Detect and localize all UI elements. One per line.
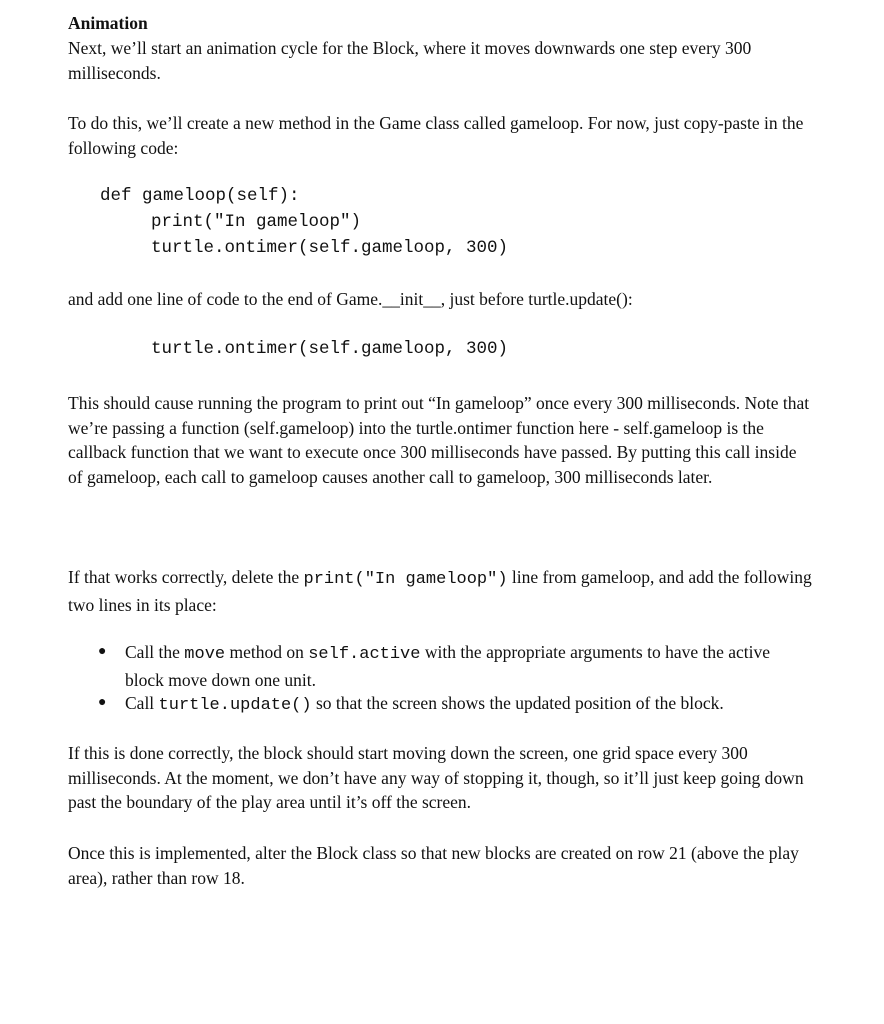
- bullet-dot: ●: [98, 695, 107, 710]
- row-change-paragraph: Once this is implemented, alter the Block class so that new blocks are created on row 21 (above the play area), rather than row 18.: [68, 843, 799, 888]
- inline-code-turtle-update: turtle.update(): [158, 696, 312, 715]
- replace-text-a: If that works correctly, delete the: [68, 567, 304, 587]
- replace-text-b: line from gameloop, and add the following two lines in its place:: [68, 567, 812, 615]
- inline-code-move: move: [184, 645, 226, 664]
- code-line-def: def gameloop(self):: [100, 186, 300, 206]
- bullet-item-move: [125, 640, 805, 692]
- bullet2-text-a: Call: [125, 693, 159, 713]
- bullet1-text-a: Call the: [125, 642, 185, 662]
- bullet2-text-b: so that the screen shows the updated position of the block.: [311, 693, 724, 713]
- instruction-paragraph: To do this, we’ll create a new method in the Game class called gameloop. For now, just copy-paste in the following code:: [68, 113, 804, 158]
- bullet1-text-c: with the appropriate arguments to have the active block move down one unit.: [125, 642, 771, 690]
- intro-paragraph: Next, we’ll start an animation cycle for the Block, where it moves downwards one step every 300 milliseconds.: [68, 38, 752, 83]
- result-paragraph: If this is done correctly, the block should start moving down the screen, one grid space every 300 milliseconds. At the moment, we don’t have any way of stopping it, though, so it’ll just keep going down past the boundary of the play area until it’s off the screen.: [68, 743, 804, 812]
- bullet-item-update: [125, 691, 805, 719]
- code-line-ontimer: turtle.ontimer(self.gameloop, 300): [151, 238, 509, 258]
- code-line-init-ontimer: turtle.ontimer(self.gameloop, 300): [151, 339, 509, 359]
- replace-paragraph: [68, 565, 813, 617]
- inline-code-print: print("In gameloop"): [303, 570, 508, 589]
- init-paragraph: and add one line of code to the end of Game.__init__, just before turtle.update():: [68, 289, 633, 309]
- bullet1-text-b: method on: [225, 642, 309, 662]
- code-line-print: print("In gameloop"): [151, 212, 362, 232]
- section-heading: Animation: [68, 13, 148, 33]
- inline-code-self-active: self.active: [308, 645, 421, 664]
- bullet-dot: ●: [98, 644, 107, 659]
- explanation-paragraph: This should cause running the program to print out “In gameloop” once every 300 milliseconds. Note that we’re passing a function (self.gameloop) into the turtle.ontimer function here - self.gameloop is the callback function that we want to execute once 300 milliseconds have passed. By putting this call inside of gameloop, each call to gameloop causes another call to gameloop, 300 milliseconds later.: [68, 393, 810, 487]
